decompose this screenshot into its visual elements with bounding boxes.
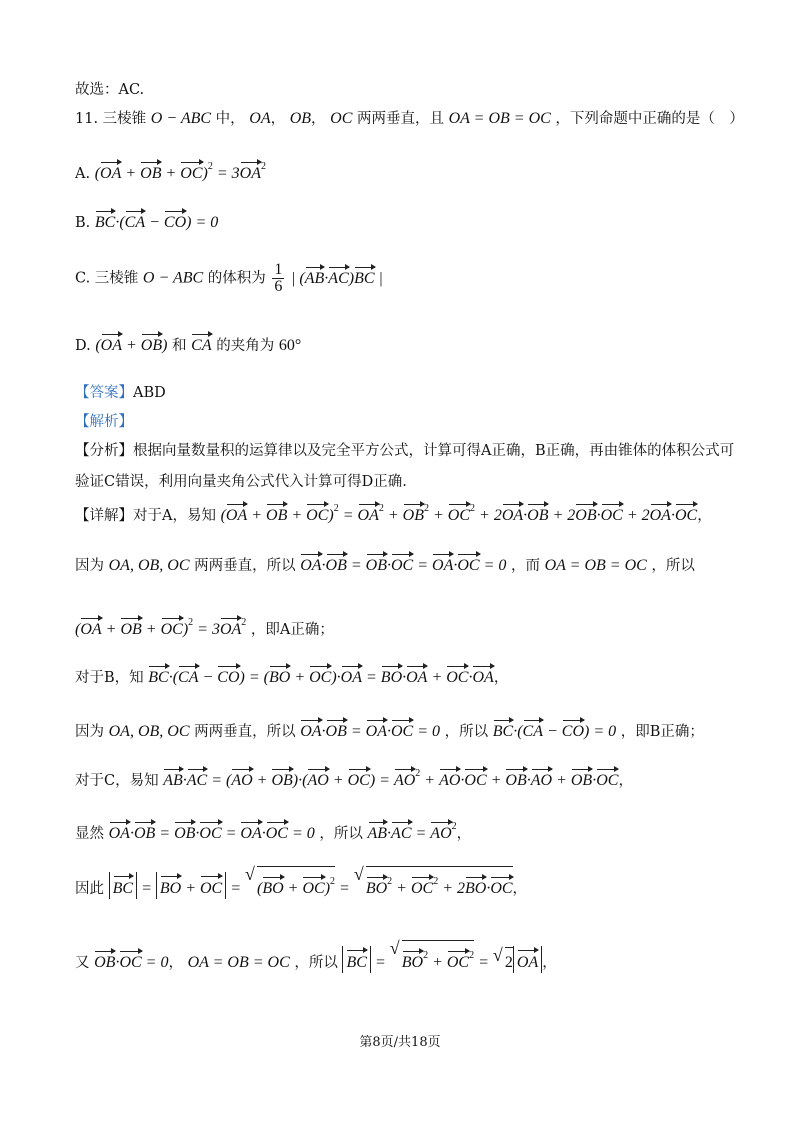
analysis-tag: 【解析】 bbox=[75, 414, 133, 430]
answer-tag: 【答案】 bbox=[75, 385, 133, 401]
option-c: C. 三棱锥 O − ABC 的体积为 $\frac{1}{6}$ | (AB·AC)BC | bbox=[75, 261, 383, 295]
question-11: 11. 三棱锥 O − ABC 中， OA， OB， OC 两两垂直，且 OA = OB = OC ，下列命题中正确的是（ ） bbox=[75, 110, 744, 127]
xiangjie-a-line1: 【详解】对于A，易知 (OA + OB + $OC)^2 = OA^2 + OB^2 + OC^2 + 2OA\cdot OB + 2OB\cdot OC + 2OA\cdot OC$， bbox=[75, 500, 712, 525]
option-d: D. (OA + OB) 和 CA 的夹角为 60° bbox=[75, 330, 301, 355]
page-footer: 第8页/共18页 bbox=[359, 1035, 441, 1050]
option-a: A. (OA + OB + $OC)^2 = 3OA^2$ bbox=[75, 158, 266, 183]
xiangjie-a-line2: 因为 OA, OB, OC 两两垂直，所以 OA·OB = OB·OC = OA·OC = 0 ，而 OA = OB = OC ，所以 bbox=[75, 550, 695, 575]
answer-value: ABD bbox=[133, 385, 166, 401]
fenxi-line-2: 验证C错误，利用向量夹角公式代入计算可得D正确. bbox=[75, 474, 407, 490]
xiangjie-b-line2: 因为 OA, OB, OC 两两垂直，所以 OA·OB = OA·OC = 0 ，所以 BC·(CA − CO) = 0 ，即B正确； bbox=[75, 716, 704, 741]
fraction: $\frac{1}{6}$ bbox=[274, 261, 283, 295]
answer-line bbox=[75, 381, 166, 402]
xiangjie-c-line3: 因此 BC = BO + OC = √ (BO + OC)$^2$ = √ $BO^2 + OC^2 + 2BO\cdot OC$， bbox=[75, 866, 527, 899]
xiangjie-c-line4: 又 OB·OC = 0， OA = OB = OC ，所以 BC = √ $BO^2 + OC^2$ = √ 2 OA ， bbox=[75, 940, 557, 973]
solid-name: O − ABC bbox=[150, 110, 212, 127]
option-b: B. BC·(CA − CO) = 0 bbox=[75, 207, 218, 232]
xiangjie-c-line1: 对于C，易知 $AB\cdot AC = (AO + OB)\cdot(AO + OC) = AO^2 + AO\cdot OC + OB\cdot AO + OB\cdot OC$， bbox=[75, 765, 633, 790]
fenxi-line-1: 【分析】根据向量数量积的运算律以及完全平方公式，计算可得A正确，B正确，再由锥体的体积公式可 bbox=[75, 443, 735, 459]
xiangjie-b-line1: 对于B，知 BC·(CA − CO) = (BO + OC)·OA = BO·OA + OC·OA， bbox=[75, 662, 508, 687]
question-number: 11. bbox=[75, 111, 99, 127]
previous-answer: 故选：AC. bbox=[75, 82, 145, 98]
xiangjie-c-line2: 显然 OA·OB = OB·OC = OA·OC = 0 ，所以 $AB\cdot AC = AO^2$， bbox=[75, 818, 471, 843]
xiangjie-a-line3: (OA + OB + $OC)^2 = 3OA^2$ ，即A正确； bbox=[75, 614, 334, 639]
